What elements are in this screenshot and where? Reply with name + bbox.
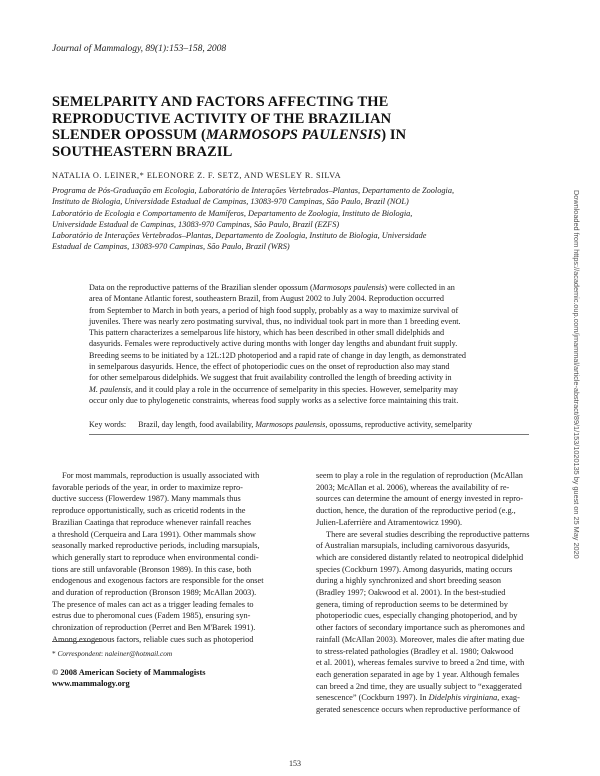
abstract-line: Data on the reproductive patterns of the Brazilian slender opossum (Marmosops paulensis) were collected in an	[89, 283, 455, 292]
body-line: chronization of reproduction (Perret and Ben M'Barek 1991).	[52, 623, 256, 633]
abstract-line: juveniles. There was nearly zero postmating survival, thus, no individual took part in more than 1 breeding event.	[89, 316, 461, 326]
body-column-right	[316, 470, 556, 716]
copyright-line: © 2008 American Society of Mammalogists	[52, 668, 206, 677]
article-title	[52, 94, 522, 160]
body-line: which generally start to reproduce when environmental condi-	[52, 552, 259, 562]
affiliation-line: Estadual de Campinas, 13083-970 Campinas, São Paulo, Brazil (WRS)	[52, 242, 290, 252]
affiliations	[52, 185, 552, 253]
body-line: 2003; McAllan et al. 2006), whereas the availability of re-	[316, 482, 510, 492]
affiliation-line: Programa de Pós-Graduação em Ecologia, Laboratório de Interações Vertebrados–Plantas, Departamento de Zoologia,	[52, 186, 455, 195]
body-column-left	[52, 470, 292, 646]
abstract-line: area of Montane Atlantic forest, southeastern Brazil, from August 2002 to July 2004. Reproduction occurred	[89, 294, 444, 304]
abstract	[89, 282, 530, 406]
body-line: For most mammals, reproduction is usually associated with	[62, 471, 260, 480]
title-line: SOUTHEASTERN BRAZIL	[52, 143, 233, 160]
affiliation-line: Laboratório de Ecologia e Comportamento de Mamíferos, Departamento de Zoologia, Instituto de Biologia,	[52, 208, 413, 218]
body-line: genera, timing of reproduction seems to be determined by	[316, 599, 508, 609]
abstract-line: from September to March in both years, a period of high food supply, probably as a way to maximize survival of	[89, 305, 459, 315]
body-line: There are several studies describing the reproductive patterns	[326, 529, 530, 539]
title-line: SEMELPARITY AND FACTORS AFFECTING THE	[52, 94, 389, 110]
abstract-line: occur only due to phylogenetic constraints, whereas food supply works as a selective force maintaining this trait.	[89, 395, 459, 405]
body-line: tions are still unfavorable (Bronson 1989). In this case, both	[52, 564, 252, 574]
affiliation-line: Instituto de Biologia, Universidade Estadual de Campinas, 13083-970 Campinas, São Paulo, Brazil (NOL)	[52, 197, 409, 207]
body-line: reproduce opportunistically, such as cricetid rodents in the	[52, 506, 246, 516]
body-line: Julien-Laferrière and Atramentowicz 1990).	[316, 517, 463, 527]
body-line: (Bradley 1997; Oakwood et al. 2001). In the best-studied	[316, 588, 506, 598]
body-line: seem to play a role in the regulation of reproduction (McAllan	[316, 471, 523, 480]
body-line: rainfall (McAllan 2003). Moreover, males die after mating due	[316, 634, 525, 644]
body-line: species (Cockburn 1997). Among dasyurids, mating occurs	[316, 564, 513, 574]
journal-reference: Journal of Mammalogy, 89(1):153–158, 2008	[52, 44, 227, 54]
body-line: senescence” (Cockburn 1997). In Didelphis virginiana, exag-	[316, 693, 520, 703]
affiliation-line: Universidade Estadual de Campinas, 13083-970 Campinas, São Paulo, Brazil (EZFS)	[52, 219, 340, 229]
abstract-line: for other semelparous didelphids. We suggest that fruit availability controlled the length of breeding activity in	[89, 373, 452, 383]
abstract-line: in semelparous dasyurids. Hence, the effect of photoperiodic cues on the onset of reproduction also may stand	[89, 362, 450, 372]
keywords-label: Key words:	[89, 420, 127, 429]
abstract-line: This pattern characterizes a semelparous life history, which has been described in other small didelphids and	[89, 328, 445, 338]
keywords-text: Brazil, day length, food availability, Marmosops paulensis, opossums, reproductive activity, semelparity	[138, 420, 473, 429]
body-line: and duration of reproduction (Bronson 1989; McAllan 2003).	[52, 588, 257, 598]
body-line: Among exogenous factors, reliable cues such as photoperiod	[52, 634, 254, 644]
body-line: to stress-related pathologies (Bradley et al. 1980; Oakwood	[316, 646, 514, 656]
abstract-divider	[89, 434, 529, 435]
body-line: of Australian marsupials, including carnivorous dasyurids,	[316, 541, 510, 551]
body-line: during a highly synchronized and short breeding season	[316, 576, 502, 586]
body-line: gerated senescence occurs when reproductive performance of	[316, 705, 521, 715]
abstract-line: M. paulensis, and it could play a role in the occurrence of semelparity in this species. However, semelparity may	[89, 384, 458, 394]
society-url[interactable]: www.mammalogy.org	[52, 679, 130, 688]
body-line: seasonally marked reproductive periods, including marsupials,	[52, 541, 260, 551]
body-line: which are considered distantly related to neotropical didelphid	[316, 552, 524, 562]
abstract-line: dasyurids. Females were reproductively active during months with longer day lengths and abundant fruit supply.	[89, 339, 458, 349]
body-line: Brazilian Caatinga that reproduce whenever rainfall reaches	[52, 517, 252, 527]
title-line: SLENDER OPOSSUM (MARMOSOPS PAULENSIS) IN	[52, 127, 407, 143]
body-line: favorable periods of the year, in order to maximize repro-	[52, 482, 243, 492]
body-line: can breed a 2nd time, they are usually subject to “exaggerated	[316, 681, 522, 691]
body-line: ductive success (Flowerdew 1987). Many mammals thus	[52, 494, 241, 504]
keywords	[89, 420, 472, 429]
body-line: et al. 2001), whereas females survive to breed a 2nd time, with	[316, 658, 525, 668]
body-line: estrus due to pheromonal cues (Fadem 1985), ensuring syn-	[52, 611, 251, 621]
abstract-line: Breeding seems to be initiated by a 12L:12D photoperiod and a rapid rate of change in day length, as demonstrated	[89, 350, 466, 360]
body-line: The presence of males can act as a trigger leading females to	[52, 599, 254, 609]
footnote-divider	[52, 641, 102, 642]
affiliation-line: Laboratório de Interações Vertebrados–Plantas, Departamento de Zoologia, Instituto de Biologia, Universidade	[52, 231, 427, 241]
body-line: a threshold (Cerqueira and Lara 1991). Other mammals show	[52, 529, 256, 539]
copyright-block	[52, 667, 206, 689]
correspondent-footnote: * Correspondent: naleiner@hotmail.com	[52, 649, 173, 658]
download-watermark: Downloaded from https://academic.oup.com/jmammal/article-abstract/89/1/153/1020135 by guest on 25 May 2020	[572, 190, 581, 559]
body-line: each generation separated in age by 1 year. Although females	[316, 669, 520, 679]
body-line: endogenous and exogenous factors are responsible for the onset	[52, 576, 264, 586]
body-line: photoperiodic cues, especially changing photoperiod, and by	[316, 611, 518, 621]
body-line: sources can determine the amount of energy invested in repro-	[316, 494, 523, 504]
body-line: duction, hence, the duration of the reproductive period (e.g.,	[316, 506, 516, 516]
body-line: other factors of secondary importance such as pheromones and	[316, 623, 525, 633]
title-line: REPRODUCTIVE ACTIVITY OF THE BRAZILIAN	[52, 110, 392, 127]
author-list: NATALIA O. LEINER,* ELEONORE Z. F. SETZ, AND WESLEY R. SILVA	[52, 171, 342, 180]
page-number: 153	[289, 759, 301, 768]
